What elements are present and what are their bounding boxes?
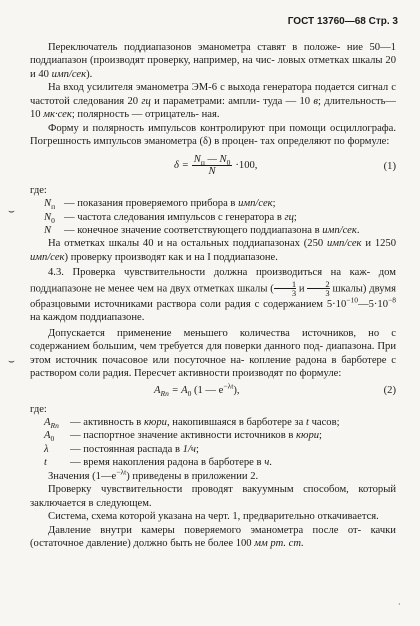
definition-row: $N_0$ — частота следования импульсов с генератора в гц; — [44, 211, 297, 225]
paragraph: Форму и полярность импульсов контролируют при помощи осциллографа. Погрешность импульсов эманометра (δ) в процен- тах определяют по формуле: — [30, 122, 396, 148]
equation-number: (2) — [383, 384, 396, 396]
paragraph: 4.3. Проверка чувствительности должна производиться на каж- дом поддиапазоне не менее чем на двух отметках шкалы ( $\frac{1}{3}$ и $\frac{2}{3}$ шкалы) двумя образцовыми источниками раствора соли радия с содержанием $5\cdot 10^{-10}—5\cdot 10^{-8}$ на каждом поддиапазоне. — [30, 267, 397, 324]
paragraph: Переключатель поддиапазонов эманометра ставят в положе- ние 50—1 поддиапазон (производят проверку, например, на чис- ловых отметках шкалы 20 и 40 имп/сек). — [30, 42, 396, 80]
paragraph: Система, схема которой указана на черт. 1, предварительно откачивается. — [48, 511, 379, 523]
definition-row: $A_0$ — паспортное значение активности источников в кюри; — [44, 430, 322, 444]
definitions-list — [44, 416, 396, 470]
margin-mark: · — [398, 600, 401, 609]
equation-number: (1) — [383, 160, 396, 172]
where-label: где: — [30, 184, 47, 196]
definition-row: $A_{Rn}$ — активность в кюри, накопившаяся в барботере за t часов; — [44, 416, 340, 431]
paragraph: Проверку чувствительности проводят вакуумным способом, который заключается в следующем. — [30, 484, 396, 509]
paragraph: Давление внутри камеры поверяемого эманометра после от- качки (остаточное давление) должно быть не более 100 мм рт. ст. — [30, 524, 396, 550]
definition-row: t — время накопления радона в барботере в ч. — [44, 457, 272, 469]
paragraph: Допускается применение меньшего количества источников, но с содержанием большим, чем требуется для поверки данного под- диапазона. При этом источник почасовое или посуточное на- копление радона в барботере с раствором соли радия. Пересчет активности производят по формуле: — [30, 327, 397, 380]
formula-1: δ = $\frac{N_п — N_0}{N}$ ·100, (1) — [174, 153, 396, 178]
definition-row: λ — постоянная распада в 1/ч; — [44, 443, 199, 455]
where-label: где: — [30, 403, 47, 415]
margin-mark: ⌣ — [8, 205, 15, 217]
definitions-list — [44, 197, 396, 237]
page-content — [30, 41, 396, 551]
paragraph: На отметках шкалы 40 и на остальных поддиапазонах (250 имп/сек и 1250 имп/сек) проверку производят как и на I поддиапазоне. — [30, 238, 397, 263]
paragraph: На вход усилителя эманометра ЭМ-6 с выхода генератора подается сигнал с частотой следования 20 гц и параметрами: ампли- туда — 10 в; длительность—10 мк·сек; полярность — отрицатель- ная. — [30, 82, 397, 121]
paragraph: Значения $(1—e^{-\lambda t})$ приведены в приложении 2. — [48, 467, 259, 482]
definition-row: N — конечное значение соответствующего поддиапазона в имп/сек. — [44, 224, 360, 236]
margin-mark: ⌣ — [8, 355, 15, 367]
definition-row: $N_п$ — показания проверяемого прибора в имп/сек; — [44, 198, 276, 212]
standard-code: ГОСТ 13760—68 Стр. 3 — [287, 16, 398, 27]
formula-2: $A_{Rn} = A_0$ (1 — $e^{-\lambda t}$), (2) — [154, 380, 396, 398]
page-header — [0, 16, 420, 30]
